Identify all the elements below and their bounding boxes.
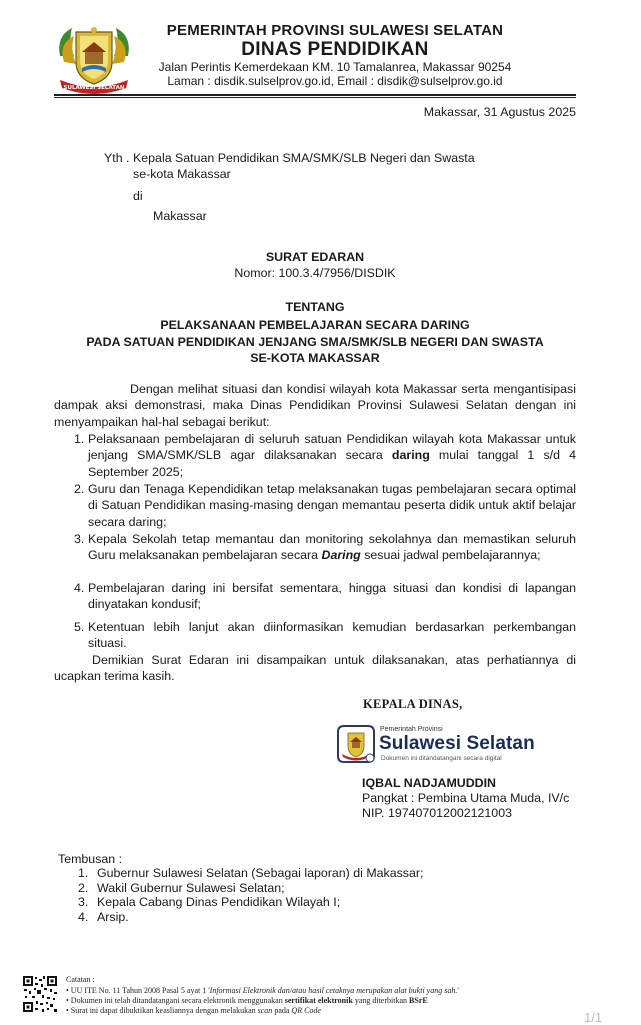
letterhead-province: PEMERINTAH PROVINSI SULAWESI SELATAN [166, 22, 504, 39]
subject-line-3: SE-KOTA MAKASSAR [250, 351, 380, 365]
recipient-city: Makassar [153, 209, 207, 223]
signatory-nip: NIP. 197407012002121003 [362, 806, 512, 820]
instruction-item-4: 4. Pembelajaran daring ini bersifat sementara, hingga situasi dan kondisi di lapangan dinyatakan kondusif; [74, 581, 576, 612]
badge-note: Dokumen ini ditandatangani secara digital [381, 755, 502, 762]
instruction-item-1: 1. Pelaksanaan pembelajaran di seluruh satuan Pendidikan wilayah kota Makassar untuk jenjang SMA/SMK/SLB agar dilaksanakan secara daring mulai tanggal 1 s/d 4 September 2025; [74, 432, 576, 479]
intro-paragraph: Dengan melihat situasi dan kondisi wilayah kota Makassar serta mengantisipasi dampak aksi demonstrasi, maka Dinas Pendidikan Provinsi Sulawesi Selatan dengan ini menyampaikan hal-hal sebagai berikut: [54, 382, 576, 429]
badge-name: Sulawesi Selatan [379, 733, 535, 754]
item-number: 4. [74, 581, 85, 595]
subject-label: TENTANG [285, 300, 345, 314]
item-number: 2. [74, 482, 85, 496]
item-number: 5. [74, 620, 85, 634]
cc-item-text: Kepala Cabang Dinas Pendidikan Wilayah I; [97, 895, 341, 909]
cc-item: 2. [78, 881, 89, 895]
emblem-icon [336, 724, 376, 764]
subject-line-1: PELAKSANAAN PEMBELAJARAN SECARA DARING [160, 318, 470, 332]
cc-item-text: Wakil Gubernur Sulawesi Selatan; [97, 881, 285, 895]
document-title: SURAT EDARAN [265, 250, 365, 264]
document-number: Nomor: 100.3.4/7956/DISDIK [234, 266, 396, 280]
recipient-line-1: Kepala Satuan Pendidikan SMA/SMK/SLB Negeri dan Swasta [133, 151, 475, 165]
instruction-item-3: 3. Kepala Sekolah tetap memantau dan monitoring sekolahnya dan memastikan seluruh Guru melaksanakan pembelajaran secara Daring sesuai jadwal pembelajarannya; [74, 532, 576, 563]
footer-note-label: Catatan : [66, 975, 95, 984]
cc-item: 4. [78, 910, 89, 924]
cc-item-text: Arsip. [97, 910, 129, 924]
logo-ribbon-text: SULAWESI SELATAN [63, 85, 125, 91]
item-number: 3. [74, 532, 85, 546]
cc-label: Tembusan : [58, 852, 123, 866]
instruction-item-5: 5. Ketentuan lebih lanjut akan diinformasikan kemudian berdasarkan perkembangan situasi. [74, 620, 576, 651]
badge-province: Pemerintah Provinsi [380, 726, 443, 733]
instruction-item-2: 2. Guru dan Tenaga Kependidikan tetap melaksanakan tugas pembelajaran secara optimal di Satuan Pendidikan masing-masing dengan memantau peserta didik untuk aktif belajar secara daring; [74, 482, 576, 529]
letter-date: Makassar, 31 Agustus 2025 [423, 105, 576, 119]
page-indicator: 1/1 [584, 1010, 603, 1025]
cc-item: 3. [78, 895, 89, 909]
closing-paragraph: Demikian Surat Edaran ini disampaikan untuk dilaksanakan, atas perhatiannya di ucapkan terima kasih. [54, 653, 576, 684]
cc-item-text: Gubernur Sulawesi Selatan (Sebagai laporan) di Makassar; [97, 866, 424, 880]
signatory-rank: Pangkat : Pembina Utama Muda, IV/c [362, 791, 570, 805]
letterhead-contact: Laman : disdik.sulselprov.go.id, Email : disdik@sulselprov.go.id [167, 74, 503, 88]
item-number: 1. [74, 432, 85, 446]
recipient-prefix: Yth . [104, 151, 130, 165]
signatory-name: IQBAL NADJAMUDDIN [362, 776, 497, 790]
digital-signature-badge [334, 722, 544, 766]
cc-item: 1. [78, 866, 89, 880]
footer-note-line-1: • UU ITE No. 11 Tahun 2008 Pasal 5 ayat 1 'Informasi Elektronik dan/atau hasil cetaknya merupakan alat bukti yang sah.' [66, 986, 459, 995]
province-coat-of-arms-logo [54, 22, 134, 96]
recipient-di: di [133, 189, 143, 203]
letterhead-address: Jalan Perintis Kemerdekaan KM. 10 Tamalanrea, Makassar 90254 [158, 60, 512, 74]
footer-note-line-2: • Dokumen ini telah ditandatangani secara elektronik menggunakan sertifikat elektronik yang diterbitkan BSrE [66, 996, 428, 1005]
signatory-title: KEPALA DINAS, [363, 697, 463, 711]
qr-code[interactable] [22, 975, 58, 1013]
letterhead-office: DINAS PENDIDIKAN [241, 39, 429, 60]
subject-line-2: PADA SATUAN PENDIDIKAN JENJANG SMA/SMK/SLB NEGERI DAN SWASTA [86, 335, 544, 349]
header-divider-thin [54, 97, 576, 98]
header-divider-thick [54, 94, 576, 96]
footer-note-line-3: • Surat ini dapat dibuktikan keasliannya dengan melakukan scan pada QR Code [66, 1006, 321, 1015]
recipient-line-2: se-kota Makassar [133, 167, 231, 181]
